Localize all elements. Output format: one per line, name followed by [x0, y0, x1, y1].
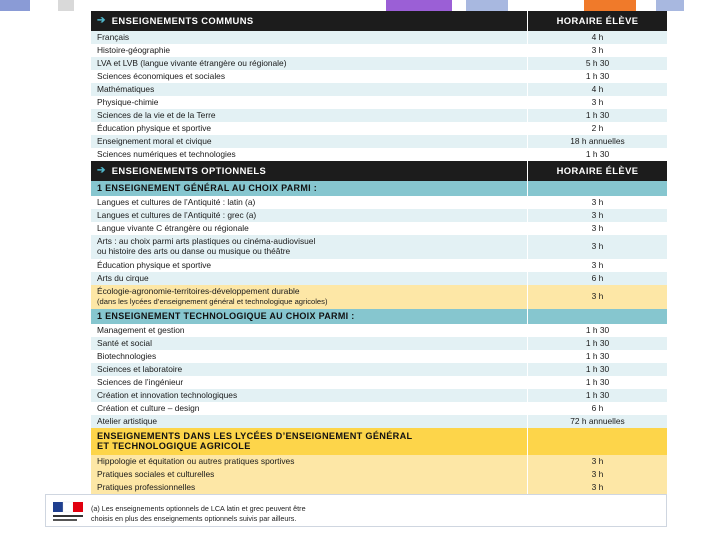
communs-horaire: HORAIRE ÉLÈVE: [556, 15, 639, 27]
table-row: Sciences économiques et sociales 1 h 30: [91, 70, 667, 83]
footnote: [91, 504, 381, 524]
top-bar-lightblue-right: [656, 0, 684, 11]
arrow-right-icon: ➔: [97, 165, 106, 177]
optionnels-title: ENSEIGNEMENTS OPTIONNELS: [111, 165, 267, 177]
general-section-header: 1 ENSEIGNEMENT GÉNÉRAL AU CHOIX PARMI :: [91, 181, 667, 196]
table-row: Pratiques professionnelles 3 h: [91, 481, 667, 494]
table-row: Enseignement moral et civique 18 h annuelles: [91, 135, 667, 148]
table-row: Écologie-agronomie-territoires-développement durable (dans les lycées d’enseignement général et technologique agricoles) 3 h: [91, 285, 667, 309]
table-row: Arts : au choix parmi arts plastiques ou cinéma-audiovisuel ou histoire des arts ou danse ou musique ou théâtre 3 h: [91, 235, 667, 259]
table-row: Santé et social 1 h 30: [91, 337, 667, 350]
table-row: Création et culture – design 6 h: [91, 402, 667, 415]
optionnels-header: [91, 161, 667, 181]
table-row: Mathématiques 4 h: [91, 83, 667, 96]
table-row: Hippologie et équitation ou autres pratiques sportives 3 h: [91, 455, 667, 468]
table-row: Pratiques sociales et culturelles 3 h: [91, 468, 667, 481]
agricole-section-header: ENSEIGNEMENTS DANS LES LYCÉES D’ENSEIGNEMENT GÉNÉRAL ET TECHNOLOGIQUE AGRICOLE: [91, 428, 667, 455]
top-bar-purple: [386, 0, 452, 11]
table-row: Français 4 h: [91, 31, 667, 44]
table-row: Sciences numériques et technologies 1 h 30: [91, 148, 667, 161]
table-row: Sciences de l’ingénieur 1 h 30: [91, 376, 667, 389]
table-row: Arts du cirque 6 h: [91, 272, 667, 285]
top-bar-grey: [58, 0, 74, 11]
table-row: Création et innovation technologiques 1 h 30: [91, 389, 667, 402]
table-row: Sciences et laboratoire 1 h 30: [91, 363, 667, 376]
table-row: Éducation physique et sportive 3 h: [91, 259, 667, 272]
table-row: Management et gestion 1 h 30: [91, 324, 667, 337]
table-row: Langue vivante C étrangère ou régionale 3 h: [91, 222, 667, 235]
top-bar-lightblue: [466, 0, 508, 11]
republique-francaise-logo: [51, 500, 89, 524]
optionnels-horaire: HORAIRE ÉLÈVE: [556, 165, 639, 177]
table-row: Physique-chimie 3 h: [91, 96, 667, 109]
table-row: LVA et LVB (langue vivante étrangère ou régionale) 5 h 30: [91, 57, 667, 70]
communs-title: ENSEIGNEMENTS COMMUNS: [111, 15, 254, 27]
top-bar-orange: [584, 0, 636, 11]
top-bar-blue: [0, 0, 30, 11]
footnote-line: choisis en plus des enseignements optionnels suivis par ailleurs.: [91, 514, 297, 523]
table-row: Atelier artistique 72 h annuelles: [91, 415, 667, 428]
table-row: Sciences de la vie et de la Terre 1 h 30: [91, 109, 667, 122]
techno-section-header: 1 ENSEIGNEMENT TECHNOLOGIQUE AU CHOIX PARMI :: [91, 309, 667, 324]
table-row: Biotechnologies 1 h 30: [91, 350, 667, 363]
table-row: Langues et cultures de l’Antiquité : latin (a) 3 h: [91, 196, 667, 209]
communs-header: [91, 11, 667, 31]
table-row: Histoire-géographie 3 h: [91, 44, 667, 57]
arrow-right-icon: ➔: [97, 15, 106, 27]
footnote-line: (a) Les enseignements optionnels de LCA latin et grec peuvent être: [91, 504, 306, 513]
schedule-table: [91, 11, 667, 494]
table-row: Langues et cultures de l’Antiquité : grec (a) 3 h: [91, 209, 667, 222]
table-row: Éducation physique et sportive 2 h: [91, 122, 667, 135]
